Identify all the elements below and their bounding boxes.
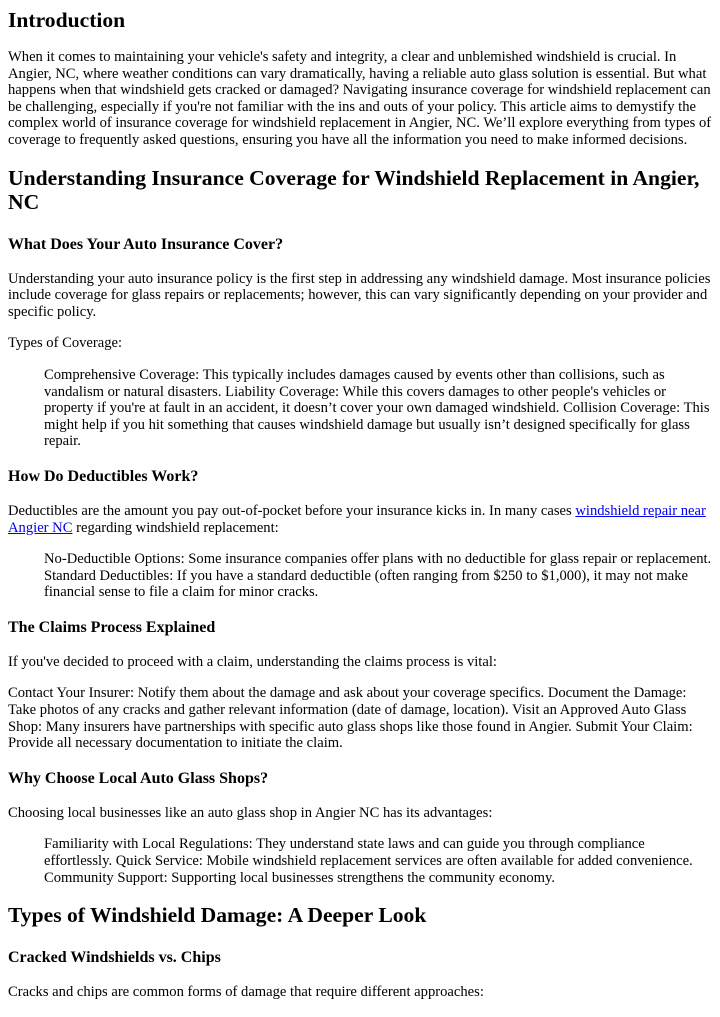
windshield-damage-heading: Types of Windshield Damage: A Deeper Look [8,903,427,928]
deductibles-text-before: Deductibles are the amount you pay out-of-pocket before your insurance kicks in. In many cases [8,502,576,519]
cracked-vs-chips-heading: Cracked Windshields vs. Chips [8,949,221,967]
deductibles-paragraph [8,503,712,536]
local-advantages-list: Familiarity with Local Regulations: They understand state laws and can guide you through compliance effortlessly. Quick Service: Mobile windshield replacement services are often available for added convenience. Community Support: Supporting local businesses strengthens the community economy. [44,836,693,886]
understanding-coverage-heading: Understanding Insurance Coverage for Windshield Replacement in Angier, NC [8,165,700,214]
types-of-coverage-label: Types of Coverage: [8,335,123,352]
deductible-options-list: No-Deductible Options: Some insurance companies offer plans with no deductible for glass repair or replacement. Standard Deductibles: If you have a standard deductible (often ranging from $250 to $1,000), it may not make financial sense to file a claim for minor cracks. [44,551,712,601]
introduction-heading: Introduction [8,8,126,32]
introduction-paragraph: When it comes to maintaining your vehicle's safety and integrity, a clear and unblemished windshield is crucial. In Angier, NC, where weather conditions can vary dramatically, having a reliable auto glass solution is essential. But what happens when that windshield gets cracked or damaged? Navigating insurance coverage for windshield replacement can be challenging, especially if you're not familiar with the ins and outs of your policy. This article aims to demystify the complex world of insurance coverage for windshield replacement in Angier, NC. We’ll explore everything from types of coverage to frequently asked questions, ensuring you have all the information you need to make informed decisions. [8,49,712,148]
local-shops-paragraph: Choosing local businesses like an auto glass shop in Angier NC has its advantages: [8,804,493,821]
claims-process-heading: The Claims Process Explained [8,618,216,636]
deductibles-heading: How Do Deductibles Work? [8,467,199,485]
local-shops-heading: Why Choose Local Auto Glass Shops? [8,769,269,787]
types-of-coverage-list: Comprehensive Coverage: This typically includes damages caused by events other than collisions, such as vandalism or natural disasters. Liability Coverage: While this covers damages to other people's vehicles or property if you're at fault in an accident, it doesn’t cover your own damaged windshield. Collision Coverage: This might help if you hit something that causes windshield damage but usually isn’t designed specifically for glass repair. [44,366,710,450]
claims-intro-paragraph: If you've decided to proceed with a claim, understanding the claims process is vital: [8,653,497,670]
cracked-vs-chips-paragraph: Cracks and chips are common forms of damage that require different approaches: [8,984,484,1001]
auto-insurance-paragraph: Understanding your auto insurance policy is the first step in addressing any windshield damage. Most insurance policies include coverage for glass repairs or replacements; however, this can vary significantly depending on your provider and specific policy. [8,270,711,320]
windshield-repair-link[interactable]: windshield repair near Angier NC [8,502,706,536]
deductibles-text-after: regarding windshield replacement: [72,519,279,536]
claims-steps-paragraph: Contact Your Insurer: Notify them about the damage and ask about your coverage specifics. Document the Damage: Take photos of any cracks and gather relevant information (date of damage, location). Visit an Approved Auto Glass Shop: Many insurers have partnerships with specific auto glass shops like those found in Angier. Submit Your Claim: Provide all necessary documentation to initiate the claim. [8,685,693,752]
auto-insurance-heading: What Does Your Auto Insurance Cover? [8,235,284,253]
